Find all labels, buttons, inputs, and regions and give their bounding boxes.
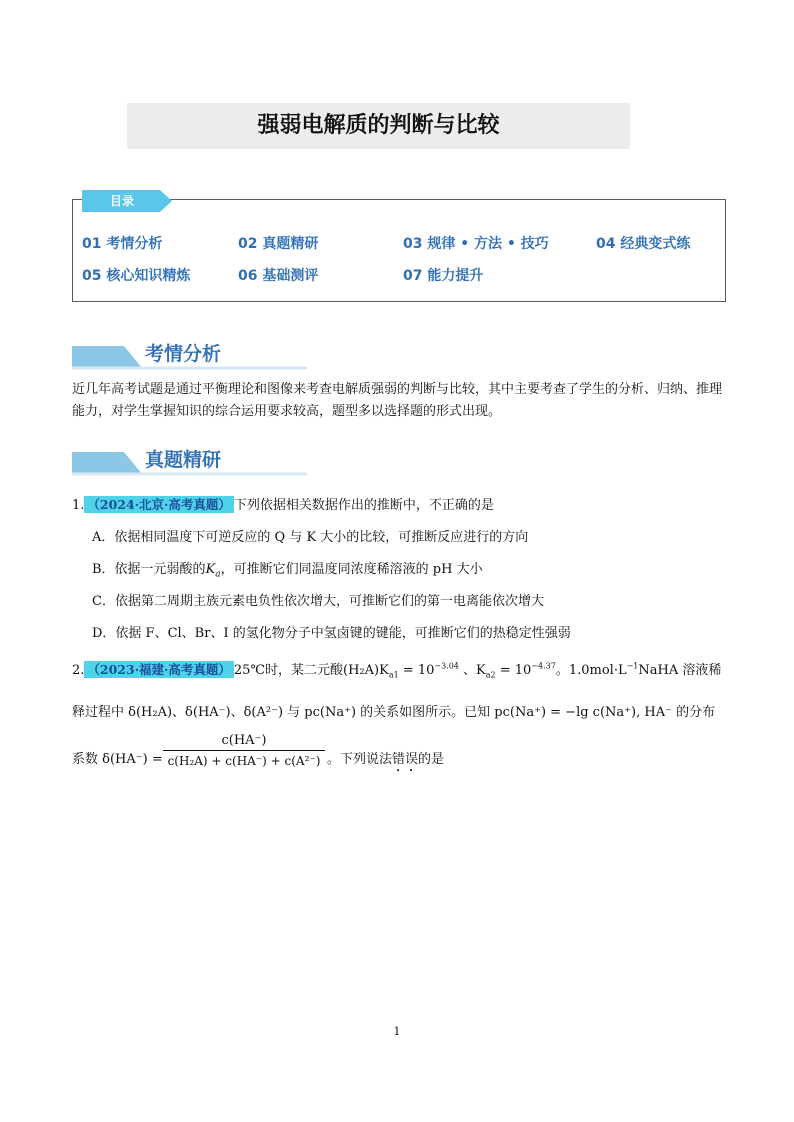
question-2-line-2: 释过程中 δ(H₂A)、δ(HA⁻)、δ(A²⁻) 与 pc(Na⁺) 的关系如图所示。已知 pc(Na⁺) = −lg c(Na⁺), HA⁻ 的分布 bbox=[72, 705, 716, 720]
question-2-line-3-pre: 系数 δ(HA⁻) = bbox=[72, 752, 163, 767]
ka2-eq: = 10 bbox=[495, 663, 532, 678]
question-number: 1. bbox=[72, 498, 85, 513]
section-title-analysis: 考情分析 bbox=[145, 343, 222, 365]
ka1-symbol: K bbox=[379, 663, 389, 678]
formula-h2a: (H₂A) bbox=[343, 663, 380, 678]
fraction-numerator: c(HA⁻) bbox=[163, 733, 325, 751]
q2-post-a: 。下列说法 bbox=[327, 752, 393, 767]
ka2-subscript: a2 bbox=[485, 670, 496, 680]
question-1-stem bbox=[72, 494, 494, 513]
question-source-tag: （2024·北京·高考真题） bbox=[84, 496, 234, 513]
question-2-line-3-post bbox=[327, 748, 444, 775]
question-number: 2. bbox=[72, 663, 85, 678]
toc-tag-label: 目录 bbox=[109, 194, 134, 208]
question-text: 下列依据相关数据作出的推断中，不正确的是 bbox=[233, 498, 494, 513]
ka2-exponent: −4.37 bbox=[531, 661, 556, 671]
toc-item-01[interactable]: 01 考情分析 bbox=[82, 236, 163, 252]
q2-text-c: NaHA 溶液稀 bbox=[638, 663, 722, 678]
toc-item-06[interactable]: 06 基础测评 bbox=[238, 268, 319, 284]
emphasis-wrong: 错误 bbox=[392, 752, 419, 767]
fraction-denominator: c(H₂A) + c(HA⁻) + c(A²⁻) bbox=[167, 754, 321, 768]
fraction bbox=[163, 733, 325, 768]
option-a: A．依据相同温度下可逆反应的 Q 与 K 大小的比较，可推断反应进行的方向 bbox=[92, 530, 529, 545]
option-c: C．依据第二周期主族元素电负性依次增大，可推断它们的第一电离能依次增大 bbox=[92, 594, 544, 609]
toc-item-03[interactable]: 03 规律 • 方法 • 技巧 bbox=[403, 236, 549, 252]
ka-subscript: a bbox=[215, 569, 221, 580]
page-title: 强弱电解质的判断与比较 bbox=[257, 113, 500, 138]
option-d: D．依据 F、Cl、Br、I 的氢化物分子中氢卤键的键能，可推断它们的热稳定性强弱 bbox=[92, 626, 571, 641]
option-b bbox=[92, 558, 483, 580]
ka1-exponent: −3.04 bbox=[434, 661, 459, 671]
q2-text-a: 25℃时，某二元酸 bbox=[233, 663, 343, 678]
toc-item-05[interactable]: 05 核心知识精炼 bbox=[82, 268, 191, 284]
ka1-eq: = 10 bbox=[398, 663, 435, 678]
toc-item-02[interactable]: 02 真题精研 bbox=[238, 236, 319, 252]
section-title-real: 真题精研 bbox=[145, 449, 222, 471]
ka-symbol: K bbox=[205, 562, 216, 577]
separator: 、 bbox=[458, 663, 477, 678]
ka2-symbol: K bbox=[476, 663, 486, 678]
q2-post-c: 的是 bbox=[418, 752, 445, 767]
toc-item-07[interactable]: 07 能力提升 bbox=[403, 268, 484, 284]
option-b-pre: B．依据一元弱酸的 bbox=[92, 562, 206, 577]
page-number: 1 bbox=[393, 1025, 401, 1038]
question-source-tag: （2023·福建·高考真题） bbox=[84, 661, 234, 678]
concentration-exponent: −1 bbox=[626, 661, 639, 671]
analysis-paragraph: 近几年高考试题是通过平衡理论和图像来考查电解质强弱的判断与比较，其中主要考查了学生的分析、归纳、推理能力，对学生掌握知识的综合运用要求较高，题型多以选择题的形式出现。 bbox=[72, 382, 723, 419]
ka1-subscript: a1 bbox=[388, 670, 399, 680]
concentration: 。1.0mol·L bbox=[555, 663, 627, 678]
question-2-line-1 bbox=[72, 659, 721, 680]
option-b-post: ，可推断它们同温度同浓度稀溶液的 pH 大小 bbox=[220, 562, 483, 577]
toc-item-04[interactable]: 04 经典变式练 bbox=[596, 236, 691, 252]
